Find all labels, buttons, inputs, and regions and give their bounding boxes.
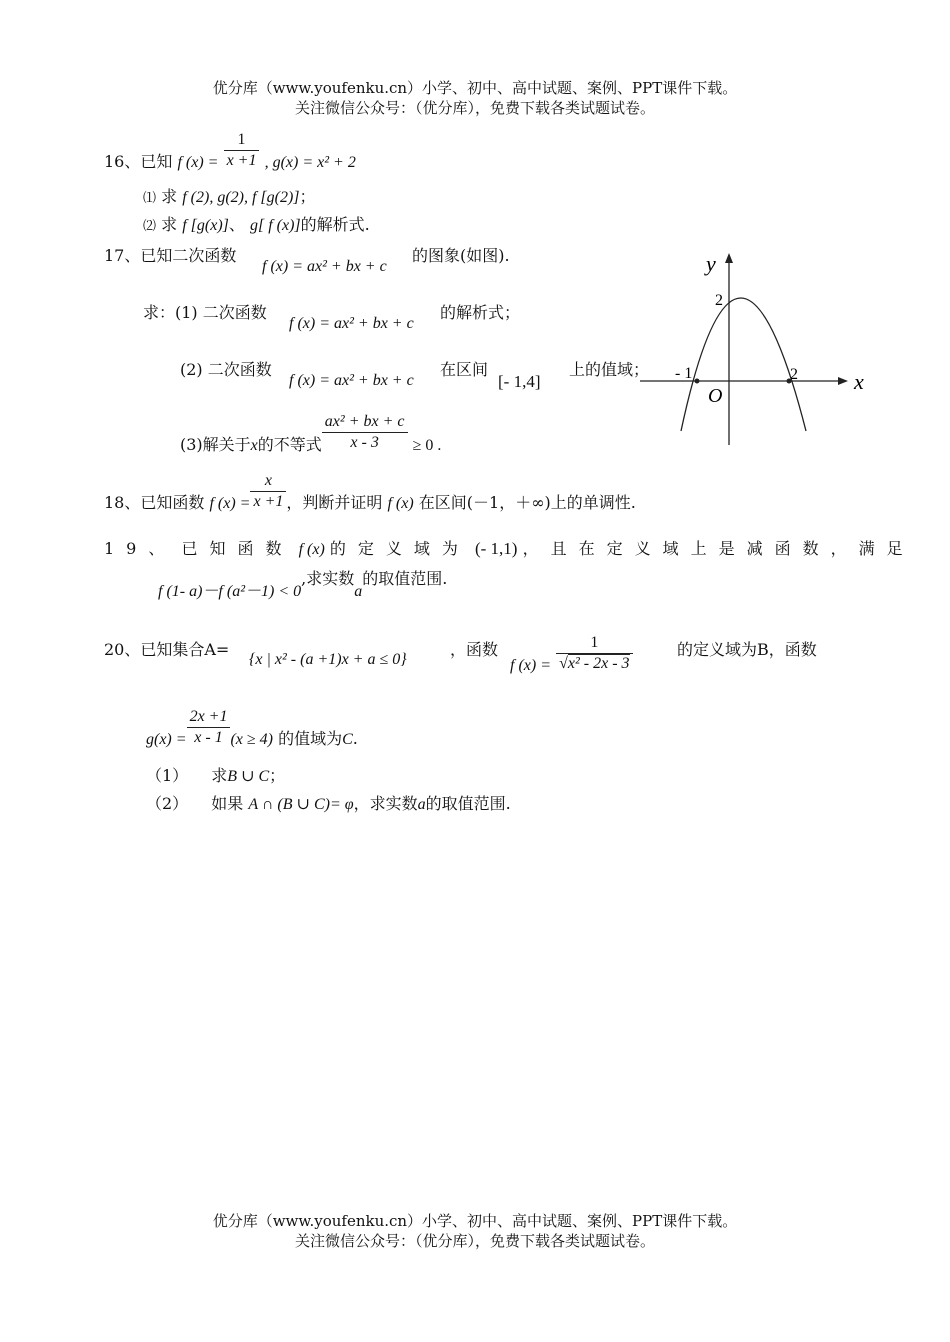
- q16-g-definition: , g(x) = x² + 2: [264, 154, 356, 171]
- x-axis-arrow: [838, 377, 848, 385]
- x-tick-neg-label: - 1: [675, 365, 693, 382]
- q17-function: f (x) = ax² + bx + c: [262, 258, 387, 275]
- q16-part-2-mark: ⑵: [143, 219, 157, 234]
- q20-part-1-mark: （1）: [146, 766, 189, 785]
- q17-ask-2-tail: 上的值域；: [569, 360, 650, 379]
- q17-inequality-numerator: ax² + bx + c: [322, 412, 408, 433]
- q18-f-numerator: x: [250, 471, 286, 492]
- q19-text-3: ，且在定义域上是减函数，满足: [522, 539, 915, 558]
- q20-part-2: [146, 791, 511, 814]
- q20-part-2-var: a: [417, 796, 426, 813]
- q19-line-1: [104, 536, 915, 559]
- q19-domain: (- 1,1): [474, 539, 518, 558]
- q17-ask-2-function: f (x) = ax² + bx + c: [289, 372, 414, 389]
- q20-mid: ，函数: [450, 640, 499, 659]
- q20-part-2-mid: ，求实数: [353, 794, 418, 813]
- q17-inequality-fraction: [322, 412, 408, 453]
- q16-number: 16、已知: [104, 152, 173, 171]
- q17-ask-2-mid: 在区间: [440, 360, 489, 379]
- q18-f-lhs: f (x) =: [209, 495, 251, 512]
- q16-part-2-math-2: g[ f (x)]: [249, 217, 301, 234]
- q18-f-ref: f (x): [387, 495, 414, 512]
- q17-ask-3-var: x: [250, 437, 258, 454]
- q20-f-lhs: f (x) =: [510, 657, 551, 674]
- q18-tail: 在区间(－1，＋∞)上的单调性.: [418, 493, 636, 512]
- origin-label: O: [708, 385, 723, 407]
- q17-ask-1-function: f (x) = ax² + bx + c: [289, 315, 414, 332]
- q20-f-denominator: [556, 654, 632, 674]
- q18-f-denominator: x +1: [253, 493, 284, 510]
- q20-number: 20、已知集合A=: [104, 640, 230, 659]
- q20-g-c: C: [342, 731, 353, 748]
- q20-f-fraction: [556, 633, 632, 674]
- q16-f-numerator: 1: [224, 130, 260, 151]
- q20-g-tail: 的值域为: [278, 729, 343, 748]
- q16-part-2-sep: 、: [228, 215, 245, 234]
- q19-f-ref: f (x): [298, 541, 325, 558]
- q20-set-a: {x | x² - (a +1)x + a ≤ 0}: [249, 651, 407, 668]
- root-left-point: [695, 379, 700, 384]
- footer-line-2: 关注微信公众号：（优分库），免费下载各类试题试卷。: [294, 1232, 655, 1250]
- x-tick-pos-label: 2: [790, 366, 798, 383]
- q17-ask-3: [180, 412, 441, 453]
- q17-ask-1-tail: 的解析式；: [440, 303, 521, 322]
- q19-number: 19、: [104, 539, 177, 558]
- q16-part-1-mark: ⑴: [143, 191, 157, 206]
- q16-statement: [104, 130, 356, 171]
- q17-inequality-rhs: ≥ 0 .: [412, 437, 442, 454]
- q20-f-expression: [510, 633, 633, 674]
- q19-text-2: 的定义域为: [329, 539, 470, 558]
- footer-line-1: 优分库（www.youfenku.cn）小学、初中、高中试题、案例、PPT课件下载。: [212, 1212, 738, 1230]
- q20-part-1: [146, 763, 285, 786]
- q20-part-2-math: A ∩ (B ∪ C)= φ: [248, 796, 354, 813]
- q16-part-1-end: ；: [299, 187, 316, 206]
- q18-f-fraction: [250, 471, 286, 512]
- q20-part-2-text: 如果: [211, 794, 244, 813]
- q20-g-lhs: g(x) =: [146, 731, 187, 748]
- q19-condition: f (1- a)－f (a²－1) < 0: [158, 583, 302, 600]
- q19-var: a: [354, 583, 363, 600]
- q18-statement: [104, 471, 636, 512]
- y-axis-label: y: [706, 251, 716, 276]
- q20-part-1-end: ；: [269, 766, 286, 785]
- q20-g-denominator: x - 1: [194, 729, 223, 746]
- q20-part-1-math: B ∪ C: [227, 768, 270, 785]
- q17-tail: 的图象(如图).: [412, 246, 510, 265]
- q16-part-1: [143, 184, 316, 207]
- q16-part-2: [143, 212, 370, 235]
- q20-g-fraction: [187, 707, 231, 748]
- q17-ask-2: (2) 二次函数: [180, 360, 272, 379]
- y-axis-arrow: [725, 253, 733, 263]
- q17-interval: [- 1,4]: [498, 372, 541, 391]
- q19-tail-2: 的取值范围.: [362, 569, 448, 588]
- q19-line-2: [158, 566, 448, 600]
- q20-part-2-mark: （2）: [146, 794, 189, 813]
- q16-f-fraction: [224, 130, 260, 171]
- q20-mid-2: 的定义域为B，函数: [677, 640, 817, 659]
- q17-number: 17、已知二次函数: [104, 246, 237, 265]
- q16-part-1-text: 求: [161, 187, 178, 206]
- parabola-graph: [640, 245, 880, 450]
- q20-f-numerator: 1: [556, 633, 632, 654]
- x-axis-label: x: [854, 369, 864, 394]
- y-tick-label: 2: [715, 292, 723, 309]
- q16-part-2-text: 求: [161, 215, 178, 234]
- parabola-curve: [681, 298, 806, 431]
- q18-mid: ，判断并证明: [286, 493, 383, 512]
- header-line-1: 优分库（www.youfenku.cn）小学、初中、高中试题、案例、PPT课件下载。: [212, 79, 738, 97]
- q17-ask-3-mid: 的不等式: [257, 435, 322, 454]
- q16-f-lhs: f (x) =: [177, 154, 219, 171]
- q17-ask-3-text: (3)解关于: [180, 435, 251, 454]
- q20-g-end: .: [352, 729, 358, 748]
- q20-f-radicand: x² - 2x - 3: [567, 655, 630, 672]
- q16-part-2-end: 的解析式.: [300, 215, 370, 234]
- q16-f-denominator: x +1: [226, 152, 257, 169]
- q20-g-condition: (x ≥ 4): [230, 731, 274, 748]
- q16-part-2-math-1: f [g(x)]: [182, 217, 229, 234]
- q20-part-1-text: 求: [211, 766, 228, 785]
- sqrt-icon: √: [559, 655, 568, 672]
- q17-inequality-denominator: x - 3: [350, 434, 379, 451]
- header-line-2: 关注微信公众号：（优分库），免费下载各类试题试卷。: [294, 99, 655, 117]
- q20-g-numerator: 2x +1: [187, 707, 231, 728]
- q20-g-expression: [146, 707, 358, 748]
- q16-part-1-math: f (2), g(2), f [g(2)]: [182, 189, 300, 206]
- q18-number: 18、已知函数: [104, 493, 205, 512]
- q17-ask-1: 求：(1) 二次函数: [143, 303, 267, 322]
- q19-text-1: 已知函数: [181, 539, 294, 558]
- q20-part-2-end: 的取值范围.: [425, 794, 511, 813]
- q19-tail-1: ,求实数: [301, 569, 355, 588]
